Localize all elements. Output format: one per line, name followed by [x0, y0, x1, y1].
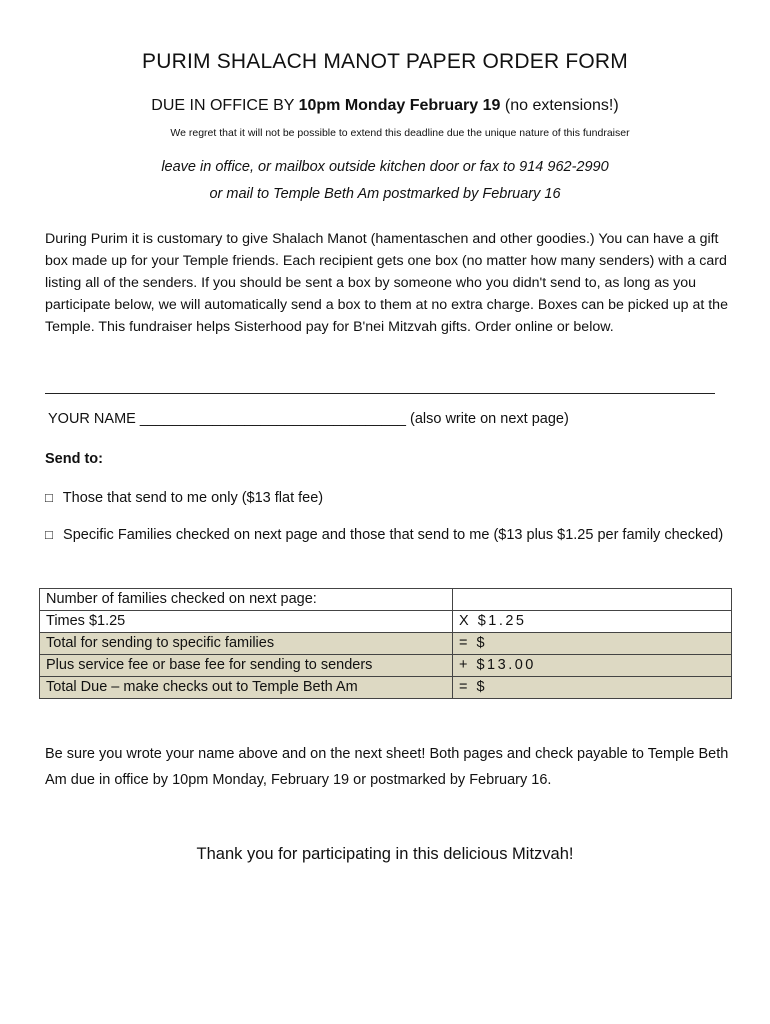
- send-option-senders-only-label: Those that send to me only ($13 flat fee): [62, 490, 324, 506]
- send-to-heading: Send to:: [45, 451, 103, 467]
- order-calculation-table: [39, 588, 732, 699]
- row-label: Plus service fee or base fee for sending to senders: [40, 655, 453, 677]
- due-prefix: DUE IN OFFICE BY: [151, 97, 299, 114]
- row-amount[interactable]: = $: [453, 677, 732, 699]
- your-name-field[interactable]: _________________________________: [139, 411, 406, 427]
- intro-paragraph: During Purim it is customary to give Shalach Manot (hamentaschen and other goodies.) You can have a gift box made up for your Temple friends. Each recipient gets one box (no matter how many senders) with a card listing all of the senders. If you should be sent a box by someone who you didn't send to, as long as you participate below, we will automatically send a box to them at no extra charge. Boxes can be picked up at the Temple. This fundraiser helps Sisterhood pay for B'nei Mitzvah gifts. Order online or below.: [45, 231, 728, 335]
- thank-you-message: Thank you for participating in this delicious Mitzvah!: [196, 845, 574, 863]
- form-title: PURIM SHALACH MANOT PAPER ORDER FORM: [142, 50, 628, 73]
- row-label: Number of families checked on next page:: [40, 589, 453, 611]
- your-name-label: YOUR NAME: [48, 411, 140, 427]
- checkbox-specific-families[interactable]: □: [45, 527, 53, 542]
- send-option-specific-families-label: Specific Families checked on next page and those that send to me ($13 plus $1.25 per family checked): [63, 527, 724, 543]
- due-line: [0, 97, 770, 115]
- regret-note: We regret that it will not be possible to extend this deadline due the unique nature of this fundraiser: [170, 127, 630, 139]
- send-option-specific-families: [45, 522, 735, 548]
- row-label: Times $1.25: [40, 611, 453, 633]
- closing-reminder: Be sure you wrote your name above and on the next sheet! Both pages and check payable to Temple Beth Am due in office by 10pm Monday, February 19 or postmarked by February 16.: [45, 746, 729, 788]
- table-row: [40, 677, 732, 699]
- row-label: Total Due – make checks out to Temple Beth Am: [40, 677, 453, 699]
- table-row: [40, 589, 732, 611]
- due-suffix: (no extensions!): [500, 97, 619, 114]
- your-name-line: [48, 411, 569, 427]
- delivery-instructions-line2: or mail to Temple Beth Am postmarked by February 16: [209, 186, 561, 202]
- row-label: Total for sending to specific families: [40, 633, 453, 655]
- divider-line: [45, 393, 715, 394]
- your-name-note: (also write on next page): [405, 411, 569, 427]
- checkbox-senders-only[interactable]: □: [45, 490, 53, 505]
- delivery-instructions-line1: leave in office, or mailbox outside kitchen door or fax to 914 962-2990: [161, 159, 609, 175]
- row-amount: + $13.00: [453, 655, 732, 677]
- table-row: [40, 655, 732, 677]
- send-option-senders-only: [45, 485, 735, 511]
- table-row: [40, 611, 732, 633]
- table-row: [40, 633, 732, 655]
- row-amount[interactable]: [453, 589, 732, 611]
- due-deadline: 10pm Monday February 19: [298, 97, 501, 114]
- row-amount[interactable]: = $: [453, 633, 732, 655]
- row-amount[interactable]: X $1.25: [453, 611, 732, 633]
